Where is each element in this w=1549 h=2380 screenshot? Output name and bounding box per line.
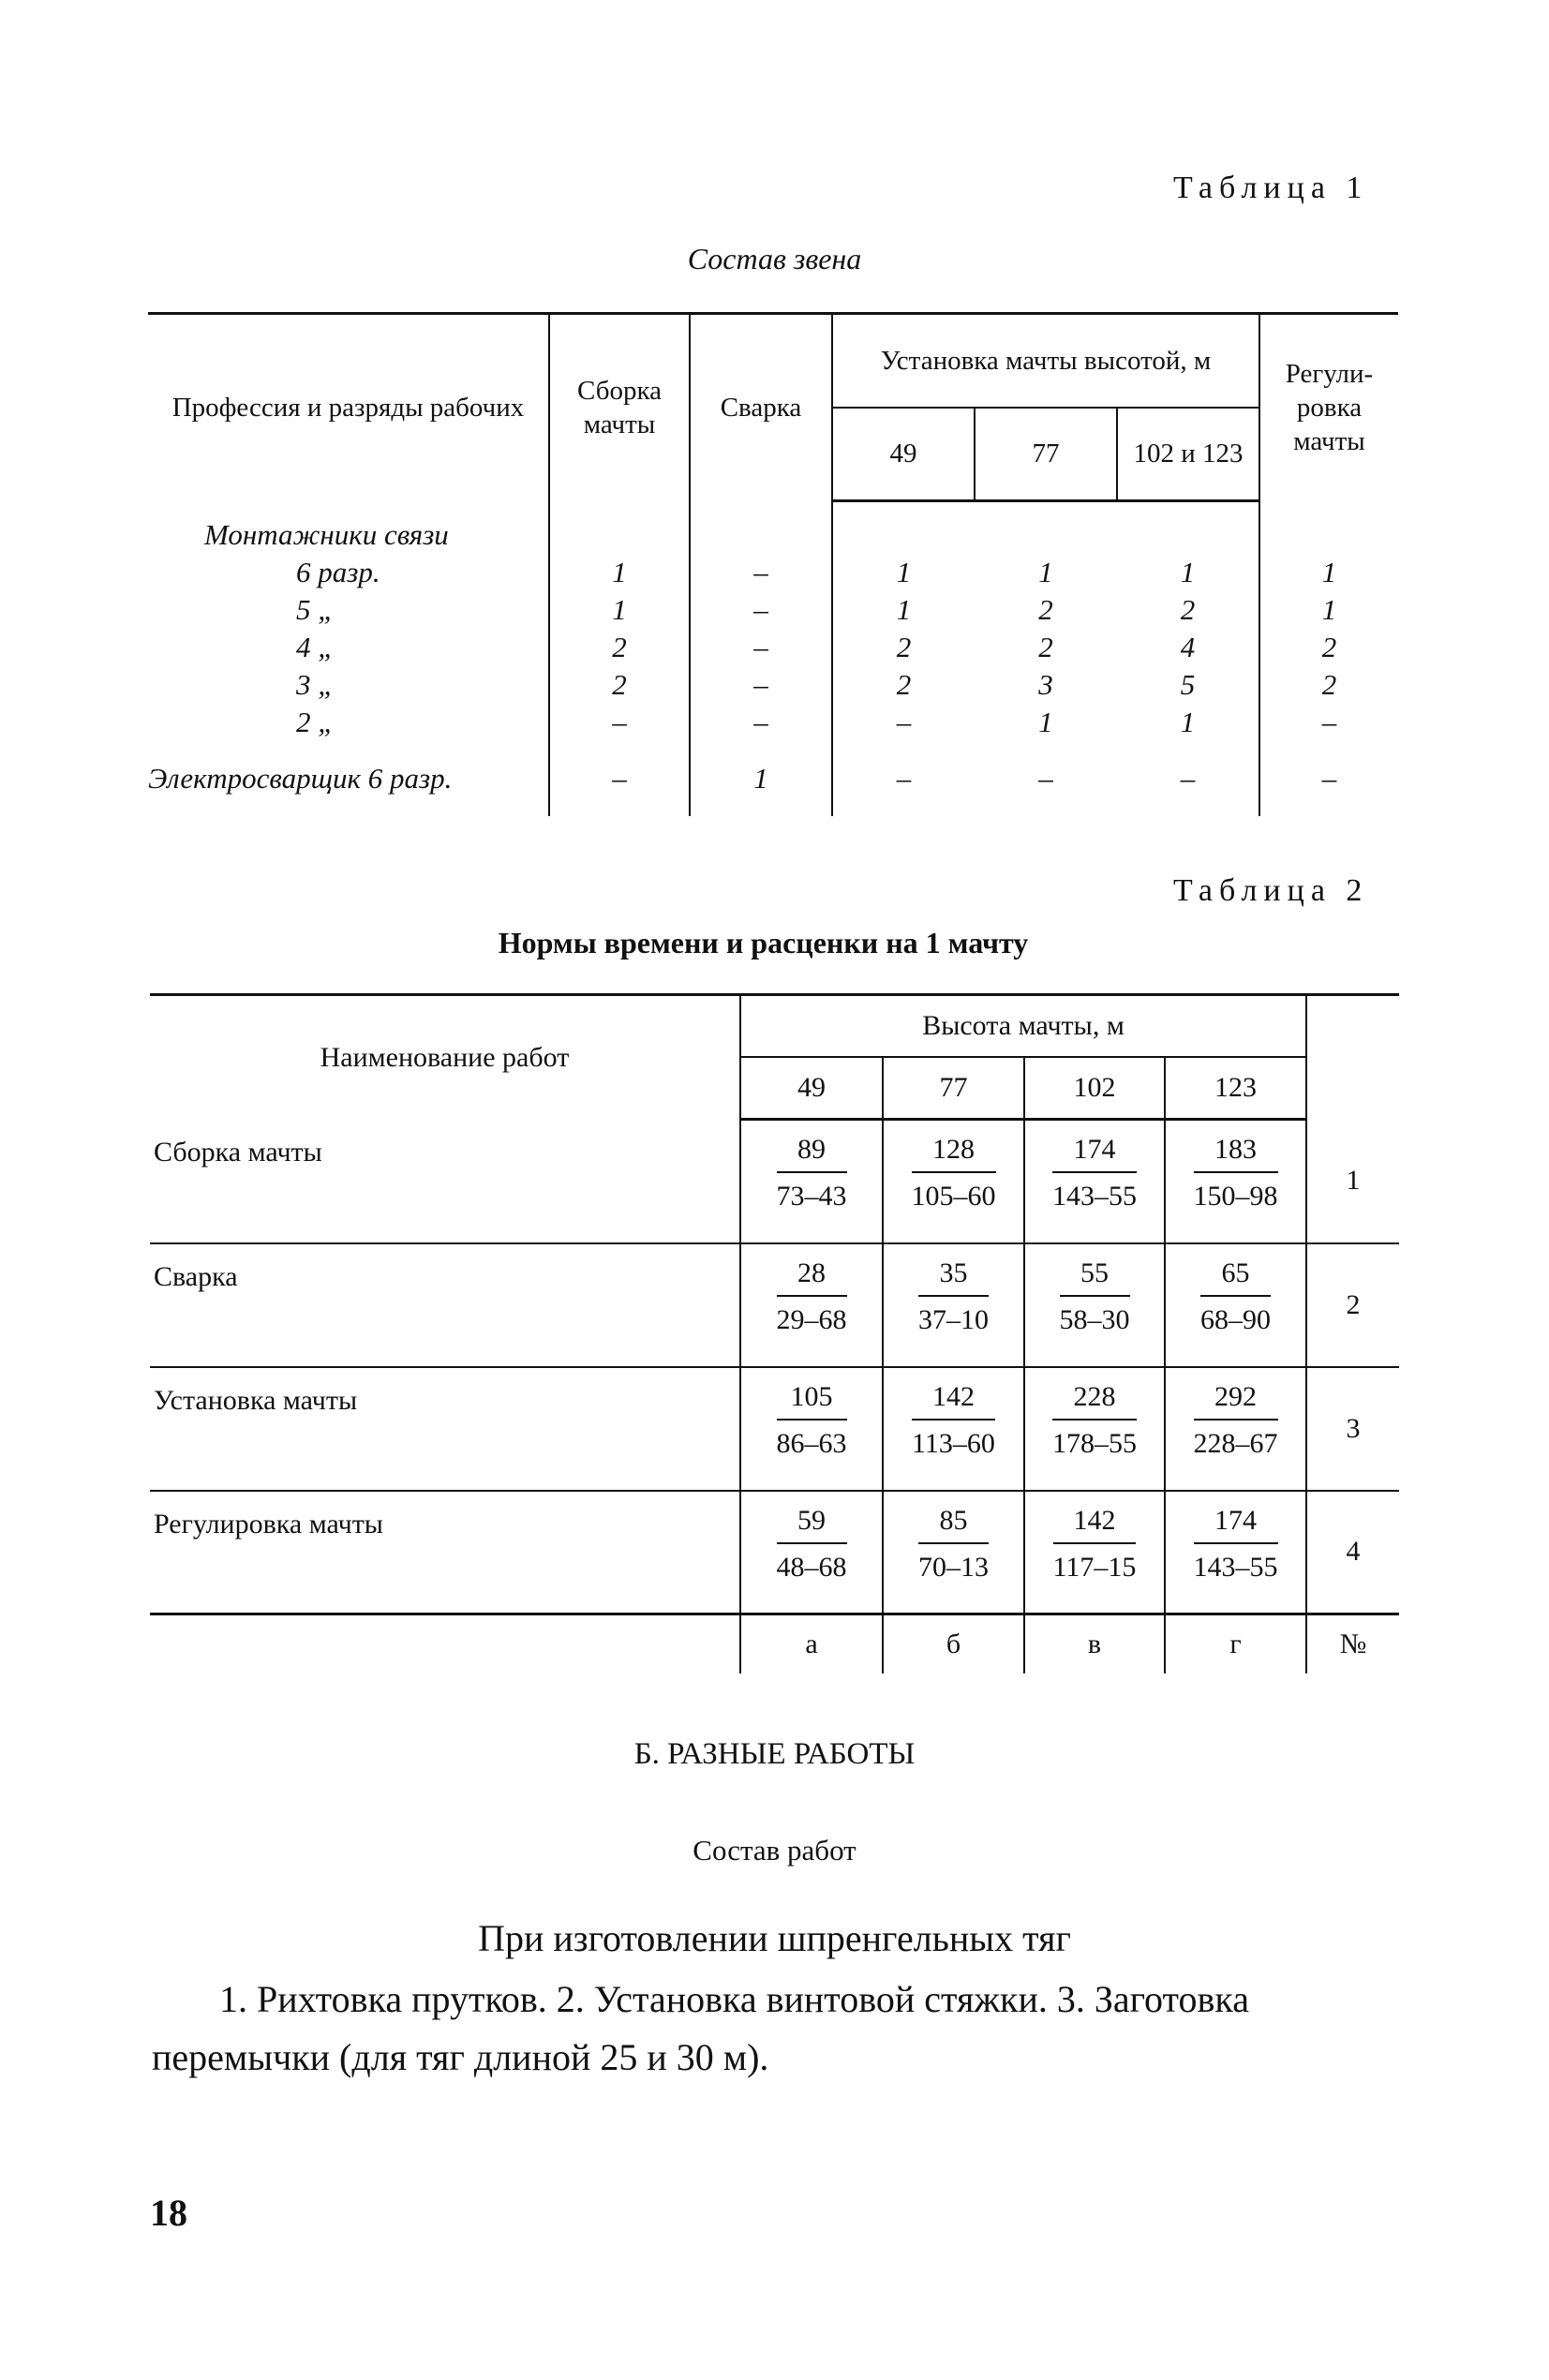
table-cell: 1 <box>832 591 975 629</box>
row-label: 3 „ <box>296 667 335 701</box>
table-cell: 1 <box>690 741 832 816</box>
section-heading: При изготовлении шпренгельных тяг <box>478 1917 1071 1959</box>
table-row <box>150 1243 1399 1367</box>
norm-value: 174 <box>1214 1504 1257 1536</box>
rate-value: 70–13 <box>918 1542 989 1584</box>
table-cell: 2 <box>549 629 690 666</box>
table-cell: – <box>549 741 690 816</box>
table1-caption: Состав звена <box>687 242 862 275</box>
rate-value: 143–55 <box>1052 1171 1137 1212</box>
table-cell: 2 <box>1180 592 1196 626</box>
row-number: 4 <box>1306 1491 1399 1614</box>
header-h77: 77 <box>975 408 1117 501</box>
norm-value: 59 <box>797 1504 826 1536</box>
footer-row <box>150 1614 1399 1674</box>
norm-value: 128 <box>932 1134 975 1165</box>
table-cell: 1 <box>549 591 690 629</box>
rate-value: 150–98 <box>1194 1171 1278 1212</box>
rate-value: 58–30 <box>1060 1295 1130 1336</box>
row-label: 6 разр. <box>296 555 380 588</box>
table-row <box>148 741 1398 816</box>
table-cell: 5 <box>1180 667 1196 701</box>
norm-value: 85 <box>939 1504 968 1536</box>
row-label-welder: Электросварщик 6 разр. <box>148 761 453 795</box>
table-cell: 2 <box>1259 629 1398 666</box>
table-cell: 1 <box>1038 555 1053 588</box>
table-cell: 4 <box>1180 630 1196 663</box>
table-cell: – <box>832 704 975 741</box>
norm-value: 292 <box>1214 1380 1257 1412</box>
rate-value: 86–63 <box>777 1419 847 1460</box>
table-cell: 2 <box>549 666 690 704</box>
table-cell: – <box>832 741 975 816</box>
rate-value: 48–68 <box>777 1542 847 1584</box>
table-row <box>148 629 1398 666</box>
norm-value: 35 <box>939 1257 968 1288</box>
rate-value: 228–67 <box>1194 1419 1278 1460</box>
norm-value: 228 <box>1073 1380 1116 1412</box>
footer-label: а <box>740 1614 883 1674</box>
table-cell: 1 <box>549 554 690 591</box>
rate-value: 105–60 <box>912 1171 996 1212</box>
header-work-name: Наименование работ <box>150 995 740 1120</box>
table-cell: – <box>1180 761 1196 795</box>
table2-caption: Нормы времени и расценки на 1 мачту <box>498 926 1029 959</box>
work-name: Установка мачты <box>150 1367 740 1491</box>
header-regulation: Регули-ровка мачты <box>1259 314 1398 501</box>
norm-value: 142 <box>931 1380 975 1412</box>
norm-value: 142 <box>1073 1504 1116 1536</box>
header-welding: Сварка <box>690 314 832 501</box>
work-name: Регулировка мачты <box>150 1491 740 1614</box>
footer-label: г <box>1165 1614 1306 1674</box>
table2 <box>150 993 1399 1673</box>
norm-value: 28 <box>797 1257 826 1288</box>
header-height-group: Высота мачты, м <box>740 995 1306 1058</box>
table-cell: – <box>690 704 832 741</box>
table-cell: – <box>690 591 832 629</box>
header-h102: 102 и 123 <box>1117 408 1259 501</box>
norm-value: 89 <box>797 1134 826 1165</box>
table-cell: 1 <box>832 554 975 591</box>
table-row <box>150 1367 1399 1491</box>
row-number: 3 <box>1306 1367 1399 1491</box>
table-cell: 1 <box>1259 591 1398 629</box>
group-title: Монтажники связи <box>204 517 449 551</box>
rate-value: 68–90 <box>1200 1295 1271 1336</box>
rate-value: 113–60 <box>912 1419 995 1460</box>
rate-value: 29–68 <box>777 1295 847 1336</box>
footer-label: в <box>1024 1614 1165 1674</box>
header-h77: 77 <box>883 1057 1024 1120</box>
table-cell: – <box>1259 704 1398 741</box>
norm-value: 55 <box>1080 1257 1109 1288</box>
table1 <box>148 312 1398 816</box>
page-number: 18 <box>150 2192 187 2234</box>
work-name: Сборка мачты <box>150 1120 740 1243</box>
table-row <box>148 554 1398 591</box>
header-h123: 123 <box>1165 1057 1306 1120</box>
work-name: Сварка <box>150 1243 740 1367</box>
row-label: 4 „ <box>296 630 335 663</box>
header-h49: 49 <box>832 408 975 501</box>
table-cell: 2 <box>1038 630 1053 663</box>
table-cell: 2 <box>1259 666 1398 704</box>
header-h49: 49 <box>740 1057 883 1120</box>
table-cell: 1 <box>1038 705 1053 738</box>
table-row <box>148 666 1398 704</box>
table-cell: 1 <box>1180 555 1196 588</box>
table-cell: – <box>690 666 832 704</box>
table-cell: 2 <box>1038 592 1053 626</box>
section-paragraph: 1. Рихтовка прутков. 2. Установка винтовой стяжки. 3. Заготовка перемычки (для тяг длиной 25 и 30 м). <box>152 1978 1249 2078</box>
table-row <box>150 1120 1399 1243</box>
table-row <box>150 1491 1399 1614</box>
rate-value: 178–55 <box>1052 1419 1137 1460</box>
header-h102: 102 <box>1024 1057 1165 1120</box>
row-number: 1 <box>1306 1120 1399 1243</box>
table-cell: – <box>690 554 832 591</box>
row-label: 2 „ <box>296 705 335 738</box>
table-cell: 2 <box>832 666 975 704</box>
row-label: 5 „ <box>296 592 335 626</box>
rate-value: 37–10 <box>918 1295 989 1336</box>
table-cell: – <box>1259 741 1398 816</box>
norm-value: 105 <box>790 1380 833 1412</box>
section-subtitle: Состав работ <box>693 1834 856 1867</box>
row-number: 2 <box>1306 1243 1399 1367</box>
table2-label: Таблица 2 <box>1173 873 1369 908</box>
table-cell: 1 <box>1180 705 1196 738</box>
header-profession: Профессия и разряды рабочих <box>148 314 549 501</box>
table-cell: 3 <box>1038 667 1053 701</box>
section-title: Б. РАЗНЫЕ РАБОТЫ <box>633 1737 916 1771</box>
table-cell: 2 <box>832 629 975 666</box>
table-cell: – <box>549 704 690 741</box>
table-row <box>148 591 1398 629</box>
table-cell: – <box>1038 761 1053 795</box>
norm-value: 174 <box>1073 1134 1116 1165</box>
footer-label: № <box>1306 1614 1399 1674</box>
header-install-group: Установка мачты высотой, м <box>832 314 1259 408</box>
rate-value: 143–55 <box>1194 1542 1278 1584</box>
table-row <box>148 704 1398 741</box>
footer-label: б <box>883 1614 1024 1674</box>
table1-label: Таблица 1 <box>1173 171 1369 205</box>
rate-value: 117–15 <box>1053 1542 1137 1584</box>
rate-value: 73–43 <box>777 1171 847 1212</box>
header-assembly: Сборка мачты <box>549 314 690 501</box>
norm-value: 183 <box>1214 1134 1257 1165</box>
norm-value: 65 <box>1221 1257 1250 1288</box>
table-cell: – <box>690 629 832 666</box>
table-cell: 1 <box>1259 554 1398 591</box>
